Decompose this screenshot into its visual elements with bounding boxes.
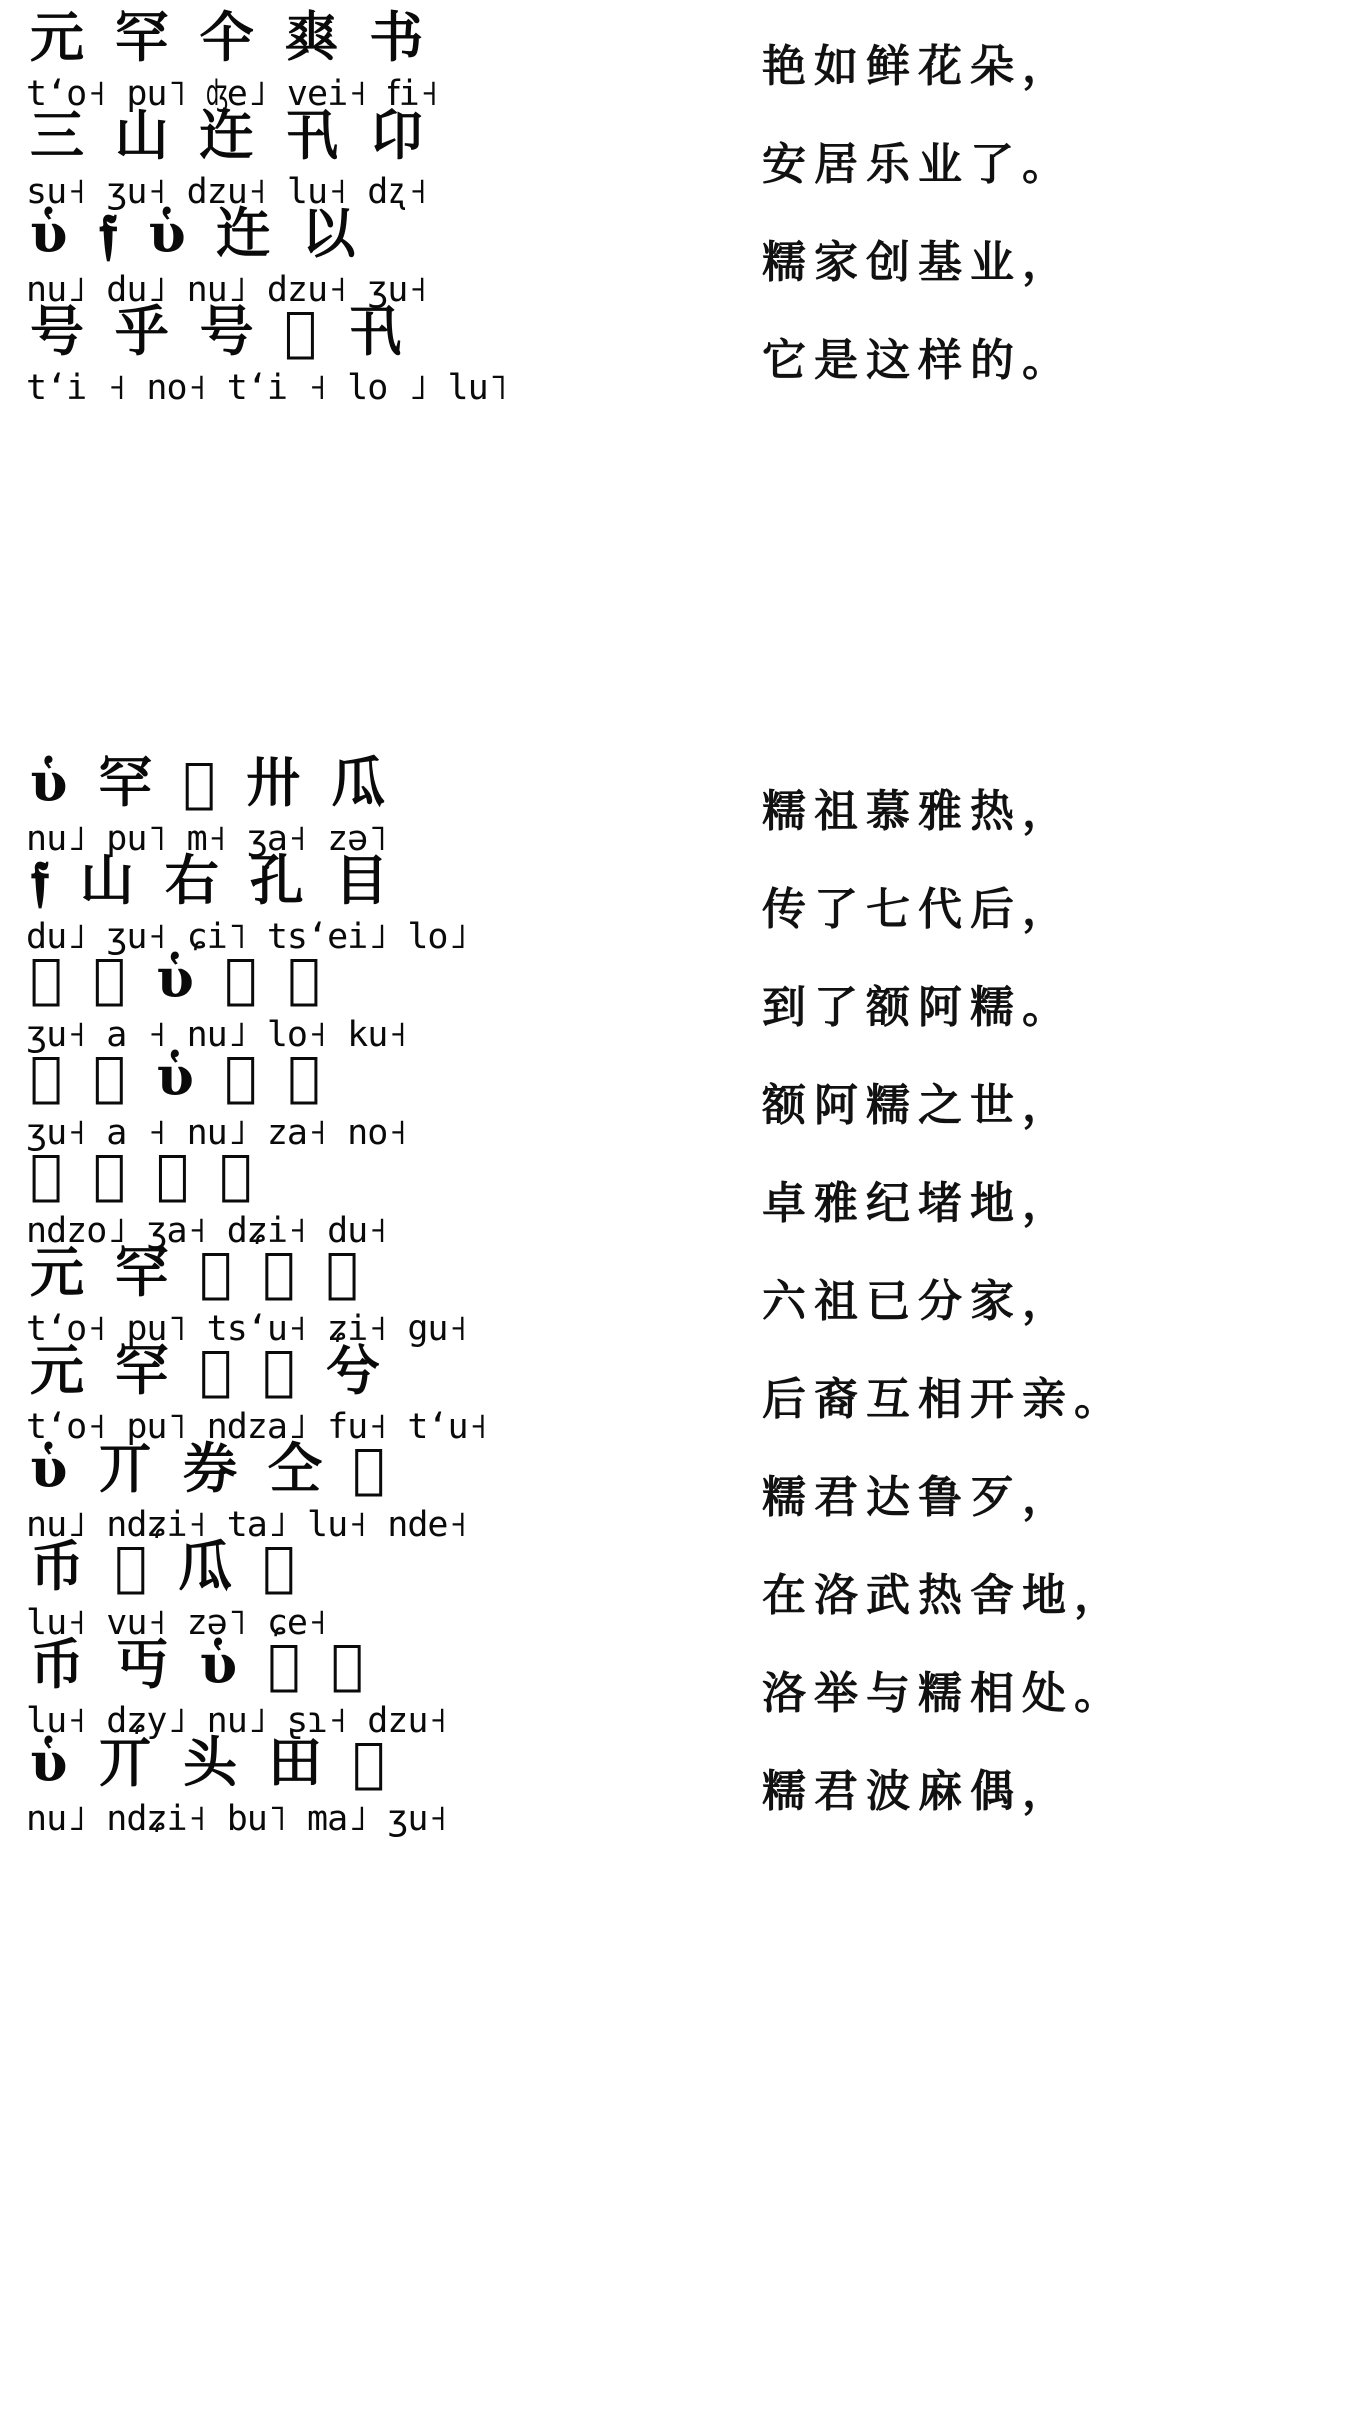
chinese-translation: 六祖已分家， xyxy=(762,1276,1074,1327)
ipa-transcription: lu˧ dʑy˩ nu˩ ʂɿ˧ dzu˧ xyxy=(26,1701,448,1741)
ipa-transcription: lu˧ vu˧ zə˥ ɕe˧ xyxy=(26,1603,328,1643)
chinese-translation: 在洛武热舍地， xyxy=(762,1570,1126,1621)
yi-script-block xyxy=(22,294,508,444)
chinese-translation: 卓雅纪堵地， xyxy=(762,1178,1074,1229)
chinese-translation: 糯君波麻偶， xyxy=(762,1766,1074,1817)
yi-script-text: 币 丏 ὑ 𬫛 𬫛 xyxy=(30,1632,370,1696)
yi-script-text: 币 𬫛 瓜 𬫛 xyxy=(30,1534,302,1598)
ipa-transcription: nu˩ du˩ nu˩ dzu˧ ʒu˧ xyxy=(26,270,428,310)
chinese-translation: 糯家创基业， xyxy=(762,237,1074,288)
yi-script-block xyxy=(22,1725,462,1875)
verse-line xyxy=(0,1725,1359,1875)
chinese-translation: 到了额阿糯。 xyxy=(762,982,1074,1033)
ipa-transcription: du˩ ʒu˧ ɕi˥ tsʻei˩ lo˩ xyxy=(26,917,468,957)
ipa-transcription: ʒu˧ a ˧ nu˩ lo˧ ku˧ xyxy=(26,1015,408,1055)
ipa-transcription: tʻo˧ pu˥ ʤe˩ vei˧ 𝖿i˧ xyxy=(26,74,439,114)
chinese-translation: 糯君达鲁歹， xyxy=(762,1472,1074,1523)
chinese-translation: 艳如鲜花朵， xyxy=(762,41,1074,92)
yi-script-text: 元 罕 仐 𤕤 书 xyxy=(30,5,430,69)
ipa-transcription: nu˩ pu˥ m˧ ʒa˧ zə˥ xyxy=(26,819,388,859)
yi-script-text: 元 罕 𬫛 𬫛 兮 xyxy=(30,1338,387,1402)
ipa-transcription: tʻo˧ pu˥ ndza˩ fu˧ tʻu˧ xyxy=(26,1407,488,1447)
yi-script-text: 𝖋 山 右 孔 目 xyxy=(30,848,395,912)
chinese-translation: 传了七代后， xyxy=(762,884,1074,935)
yi-script-text: 𬫛 卅 亐 𬫛 xyxy=(30,1142,259,1206)
ipa-transcription: tʻi ˧ no˧ tʻi ˧ lo ˩ lu˥ xyxy=(26,368,508,408)
yi-script-text: ὑ 丌 券 仝 𬫛 xyxy=(30,1436,392,1500)
yi-script-text: 𬫛 万 ὑ 𬫛 乎 xyxy=(30,1044,327,1108)
chinese-translation: 后裔互相开亲。 xyxy=(762,1374,1126,1425)
chinese-translation: 它是这样的。 xyxy=(762,335,1074,386)
ipa-transcription: tʻo˧ pu˥ tsʻu˧ ʑi˧ gu˧ xyxy=(26,1309,468,1349)
ipa-transcription: nu˩ ndʑi˧ bu˥ ma˩ ʒu˧ xyxy=(26,1799,448,1839)
yi-script-text: 元 罕 𬫛 𝖋 𬫛 xyxy=(30,1240,365,1304)
chinese-translation: 糯祖慕雅热， xyxy=(762,786,1074,837)
ipa-transcription: su˧ ʒu˧ dzu˧ lu˧ dʐ˧ xyxy=(26,172,428,212)
yi-script-text: ὑ 罕 𬫛 卅 瓜 xyxy=(30,750,392,814)
chinese-translation: 洛举与糯相处。 xyxy=(762,1668,1126,1719)
ipa-transcription: nu˩ ndʑi˧ ta˩ lu˧ nde˧ xyxy=(26,1505,468,1545)
chinese-translation: 额阿糯之世， xyxy=(762,1080,1074,1131)
yi-script-text: ὑ 丌 头 田 𬫛 xyxy=(30,1730,392,1794)
verse-line xyxy=(0,294,1359,444)
ipa-transcription: ndzo˩ ʒa˧ dʑi˧ du˧ xyxy=(26,1211,388,1251)
yi-script-text: 号 乎 号 𬫛 卂 xyxy=(30,299,408,363)
yi-script-text: 三 山 迕 卂 卬 xyxy=(30,103,430,167)
ipa-transcription: ʒu˧ a ˧ nu˩ za˧ no˧ xyxy=(26,1113,408,1153)
yi-script-text: 𬫛 万 ὑ 𬫛 岙 xyxy=(30,946,327,1010)
yi-script-text: ὑ 𝖋 ὑ 迕 以 xyxy=(30,201,362,265)
chinese-translation: 安居乐业了。 xyxy=(762,139,1074,190)
